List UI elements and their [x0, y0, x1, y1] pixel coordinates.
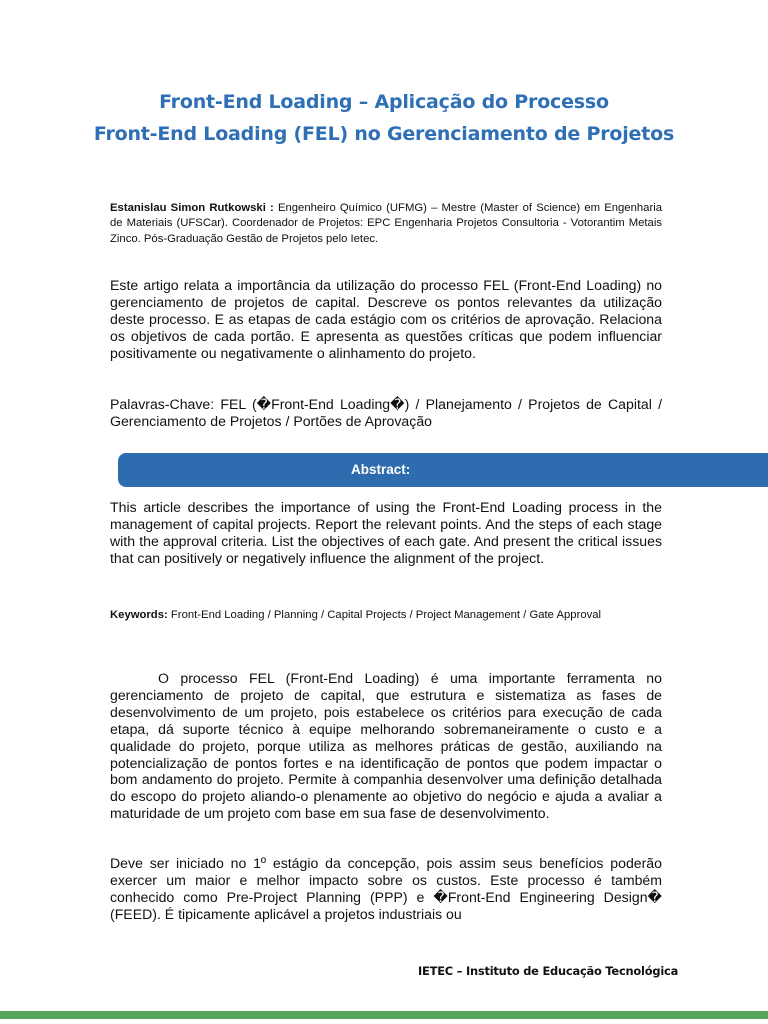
palavras-chave: Palavras-Chave: FEL (�Front-End Loading�) / Planejamento / Projetos de Capital / Gerenciamento de Projetos / Portões de Aprovação: [110, 396, 662, 429]
footer-rule: [0, 1011, 768, 1019]
keywords-label: Keywords:: [110, 609, 168, 621]
abstract-header-bar: [118, 453, 768, 487]
body-paragraph-1: O processo FEL (Front-End Loading) é uma importante ferramenta no gerenciamento de projeto de capital, que estrutura e sistematiza as fases de desenvolvimento de um projeto, pois estabelece os critérios para execução de cada etapa, dá suporte técnico à equipe melhorando sobremaneiramente o custo e a qualidade do projeto, porque utiliza as melhores práticas de gestão, auxiliando na potencialização de pontos fortes e na identificação de pontos que podem impactar o bom andamento do projeto. Permite à companhia desenvolver uma definição detalhada do escopo do projeto aliando-o plenamente ao objetivo do negócio e ajuda a avaliar a maturidade de um projeto com base em sua fase de desenvolvimento.: [110, 670, 662, 822]
title-line-1: Front-End Loading – Aplicação do Processo: [159, 91, 609, 113]
body-paragraph-2: Deve ser iniciado no 1º estágio da concepção, pois assim seus benefícios poderão exercer um maior e melhor impacto sobre os custos. Este processo é também conhecido como Pre-Project Planning (PPP) e �Front-End Engineering Design� (FEED). É tipicamente aplicável a projetos industriais ou: [110, 855, 662, 922]
keywords: [110, 608, 662, 624]
abstract-paragraph: This article describes the importance of using the Front-End Loading process in the management of capital projects. Report the relevant points. And the steps of each stage with the approval criteria. List the objectives of each gate. And present the critical issues that can positively or negatively influence the alignment of the project.: [110, 499, 662, 566]
keywords-text: Front-End Loading / Planning / Capital Projects / Project Management / Gate Approval: [167, 609, 602, 621]
author-info: [110, 201, 662, 247]
author-bio: Engenheiro Químico (UFMG) – Mestre (Master of Science) em Engenharia de Materiais (UFSCar). Coordenador de Projetos: EPC Engenharia Projetos Consultoria - Votorantim Metais Zinco. Pós-Graduação Gestão de Projetos pelo Ietec.: [110, 202, 662, 245]
abstract-heading: Abstract:: [351, 462, 411, 477]
author-name: Estanislau Simon Rutkowski :: [110, 202, 274, 214]
article-title: [0, 86, 768, 150]
title-line-2: Front-End Loading (FEL) no Gerenciamento de Projetos: [93, 123, 675, 145]
footer-institution: IETEC – Instituto de Educação Tecnológica: [418, 964, 679, 978]
resumo-paragraph: Este artigo relata a importância da utilização do processo FEL (Front-End Loading) no gerenciamento de projetos de capital. Descreve os pontos relevantes da utilização deste processo. E as etapas de cada estágio com os critérios de aprovação. Relaciona os objetivos de cada portão. E apresenta as questões críticas que podem influenciar positivamente ou negativamente o alinhamento do projeto.: [110, 277, 662, 361]
